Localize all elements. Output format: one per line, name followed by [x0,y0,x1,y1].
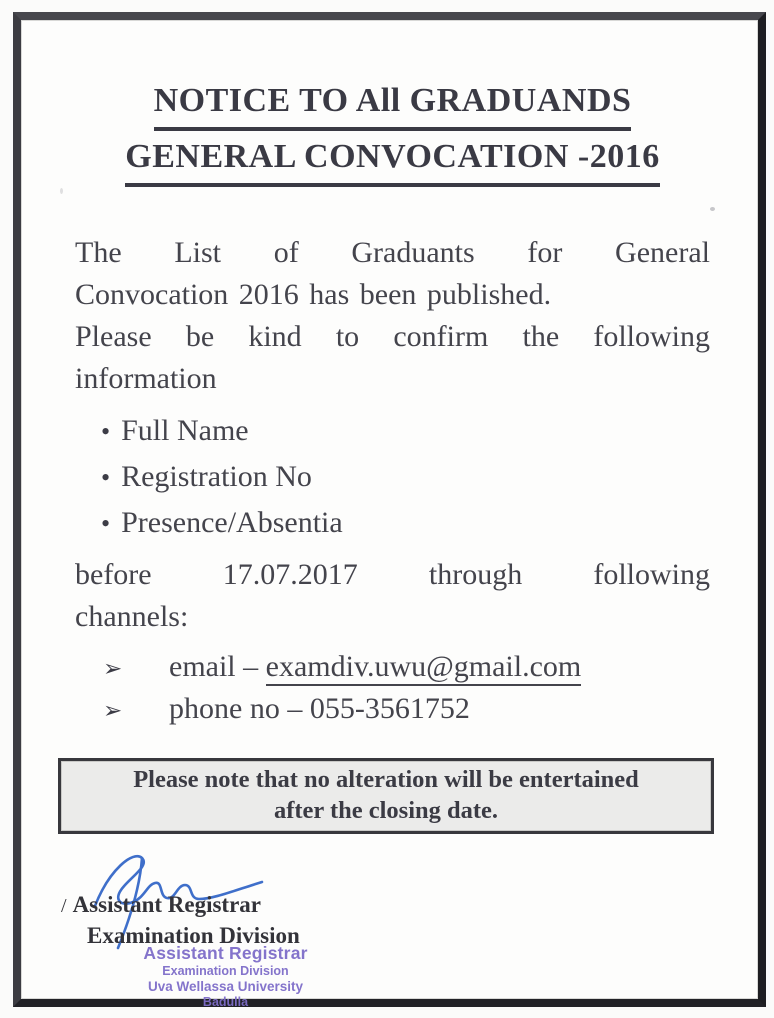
no-alteration-notice-box [58,758,714,834]
title-line-1: NOTICE TO All GRADUANDS [154,76,632,131]
stamp-title: Assistant Registrar [143,943,308,963]
intro-paragraph [75,232,710,400]
notice-box-line-2: after the closing date. [273,797,499,824]
list-item-label: Registration No [121,460,312,493]
list-item [101,408,710,454]
notice-title [75,76,710,188]
paragraph-line: Convocation 2016 has been published. [75,278,552,311]
office-rubber-stamp [103,944,348,1010]
phone-prefix: phone no – [169,692,310,725]
stamp-division: Examination Division [162,964,289,979]
list-item [101,454,710,500]
notice-document [61,22,710,1018]
paragraph-line: information [75,362,217,395]
signature-area [61,838,710,1018]
typed-signature-block [61,890,300,950]
paragraph-line: The List of Graduants for General [75,236,710,269]
list-item [101,500,710,546]
phone-channel [103,689,710,731]
bullet-icon: • [101,417,111,446]
list-item-label: Presence/Absentia [121,506,343,539]
arrow-bullet-icon: ➢ [103,656,123,682]
list-item-label: Full Name [121,414,249,447]
stamp-city: Badulla [202,994,249,1009]
signatory-title: Assistant Registrar [72,892,262,917]
bullet-icon: • [101,509,111,538]
title-line-2: GENERAL CONVOCATION -2016 [125,132,659,187]
email-address: examdiv.uwu@gmail.com [266,650,582,686]
paragraph-line: channels: [75,600,189,633]
email-prefix: email – [169,650,266,683]
bullet-icon: • [101,463,111,492]
notice-box-line-1: Please note that no alteration will be entertained [133,766,639,793]
phone-number: 055-3561752 [309,692,470,725]
paragraph-line: Please be kind to confirm the following [75,320,710,353]
paragraph-line: before 17.07.2017 through following [75,558,710,591]
email-channel [103,647,710,689]
signature-slash-mark: / [61,895,67,917]
channel-text [169,689,470,729]
scan-speck [60,188,63,194]
confirm-items-list [75,408,710,546]
stamp-university: Uva Wellassa University [147,979,304,994]
scan-speck [710,207,715,211]
deadline-paragraph [75,554,710,638]
typed-signature-line-2: Examination Division [87,923,300,948]
arrow-bullet-icon: ➢ [103,698,123,724]
contact-channels-list [75,647,710,731]
channel-text [169,647,581,687]
typed-signature-line-1 [61,890,300,921]
